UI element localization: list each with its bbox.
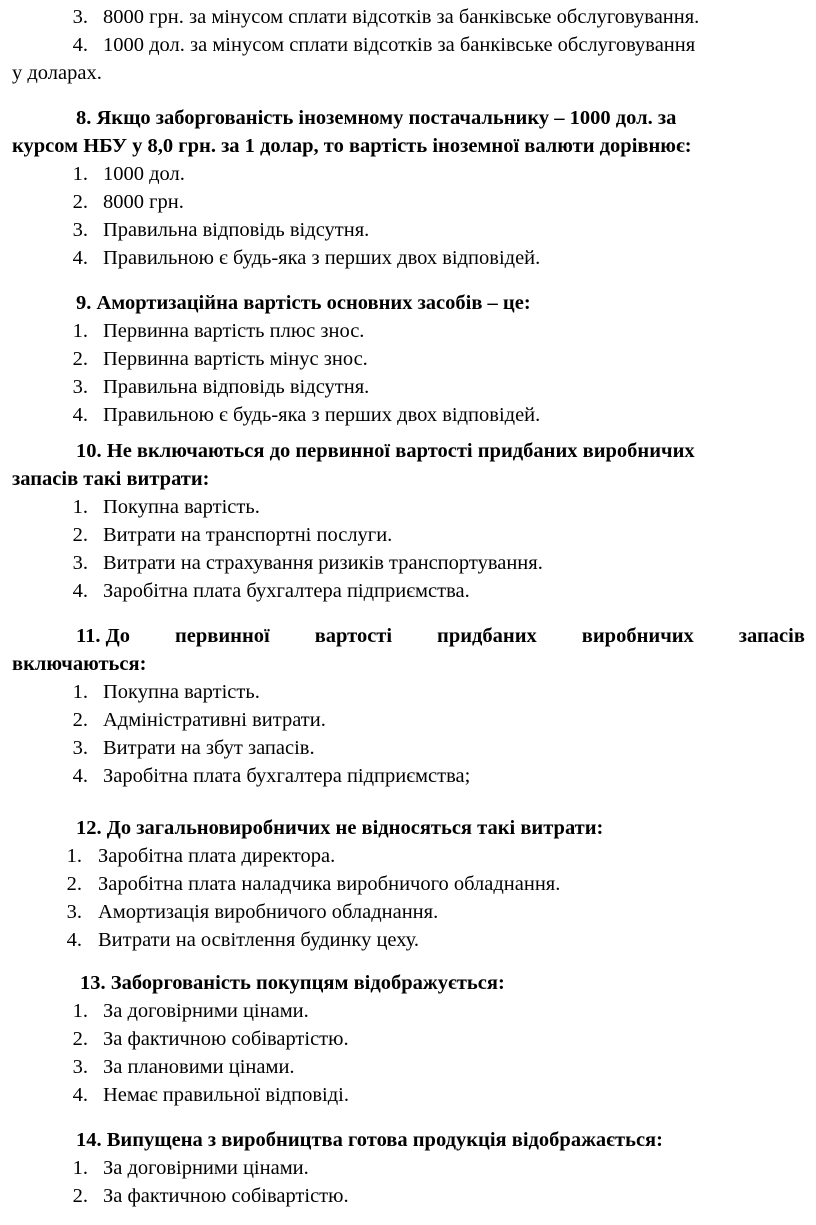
- option-text: 8000 грн.: [103, 191, 184, 213]
- question-13-title: 13. Заборгованість покупцям відображується:: [80, 972, 505, 994]
- question-10-title: 10. Не включаються до первинної вартості придбаних виробничих: [76, 440, 695, 462]
- question-8-title-cont: курсом НБУ у 8,0 грн. за 1 долар, то вартість іноземної валюти дорівнює:: [12, 135, 692, 157]
- option-text: Амортизація виробничого обладнання.: [98, 901, 439, 923]
- option-text: Витрати на страхування ризиків транспортування.: [103, 552, 543, 574]
- item-text: 1000 дол. за мінусом сплати відсотків за банківське обслуговування: [103, 34, 696, 56]
- item-number: 3.: [72, 6, 88, 28]
- option-text: За фактичною собівартістю.: [103, 1185, 349, 1207]
- item-text: 8000 грн. за мінусом сплати відсотків за банківське обслуговування.: [103, 6, 700, 28]
- option-text: Покупна вартість.: [103, 681, 260, 703]
- option-text: Адміністративні витрати.: [103, 709, 326, 731]
- option-text: Заробітна плата директора.: [98, 845, 336, 867]
- question-11-title: 11. До первинної вартості придбаних виробничих запасів: [76, 625, 805, 647]
- option-text: Покупна вартість.: [103, 496, 260, 518]
- option-text: Заробітна плата бухгалтера підприємства.: [103, 580, 470, 602]
- option-text: За фактичною собівартістю.: [103, 1028, 349, 1050]
- option-text: Заробітна плата бухгалтера підприємства;: [103, 765, 471, 787]
- question-11-title-cont: включаються:: [12, 653, 147, 675]
- option-text: Немає правильної відповіді.: [103, 1084, 349, 1106]
- option-text: Витрати на освітлення будинку цеху.: [98, 929, 420, 951]
- question-12-title: 12. До загальновиробничих не відносяться такі витрати:: [76, 817, 604, 839]
- option-text: Первинна вартість плюс знос.: [103, 320, 365, 342]
- option-text: Правильна відповідь відсутня.: [103, 376, 370, 398]
- question-8-title: 8. Якщо заборгованість іноземному постачальнику – 1000 дол. за: [76, 107, 677, 129]
- item-number: 4.: [72, 34, 88, 56]
- option-text: За договірними цінами.: [103, 1000, 309, 1022]
- option-text: Заробітна плата наладчика виробничого обладнання.: [98, 873, 561, 895]
- option-text: Правильна відповідь відсутня.: [103, 219, 370, 241]
- question-10-title-cont: запасів такі витрати:: [12, 468, 210, 490]
- option-text: Витрати на транспортні послуги.: [103, 524, 393, 546]
- option-text: Витрати на збут запасів.: [103, 737, 315, 759]
- option-text: За договірними цінами.: [103, 1157, 309, 1179]
- question-14-title: 14. Випущена з виробництва готова продукція відображається:: [76, 1129, 663, 1151]
- option-text: За плановими цінами.: [103, 1056, 295, 1078]
- option-text: Первинна вартість мінус знос.: [103, 348, 368, 370]
- option-text: 1000 дол.: [103, 163, 185, 185]
- option-text: Правильною є будь-яка з перших двох відповідей.: [103, 404, 541, 426]
- option-text: Правильною є будь-яка з перших двох відповідей.: [103, 247, 541, 269]
- item-continuation: у доларах.: [12, 62, 102, 84]
- question-9-title: 9. Амортизаційна вартість основних засобів – це:: [76, 292, 531, 314]
